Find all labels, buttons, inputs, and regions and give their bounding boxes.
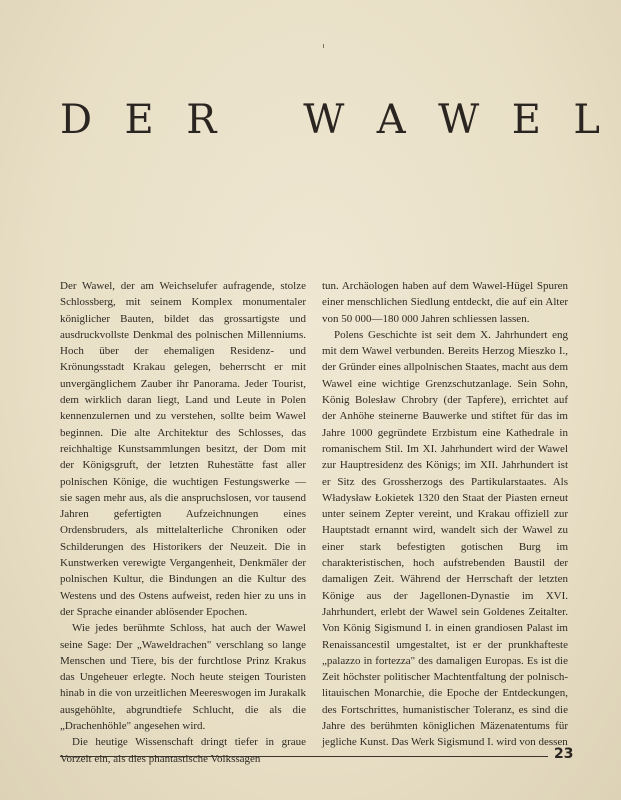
right-text-column — [322, 278, 568, 751]
page-title — [60, 97, 600, 143]
title-letter: W — [438, 96, 480, 143]
page-number: 23 — [554, 746, 574, 762]
paragraph: Polens Geschichte ist seit dem X. Jahrhundert eng mit dem Wawel verbunden. Bereits Herzog Mieszko I., der Gründer eines allpolnischen Staates, macht aus dem Wawel eine wichtige Grenzschutzanlage. Sein Sohn, König Bolesław Chrobry (der Tapfere), errichtet auf der Anhöhe steinerne Bauwerke und stiftet für das im Jahre 1000 gegründete Erzbistum eine Kathedrale in romanischem Stil. Im XI. Jahrhundert wird der Wawel zur Hauptresidenz des Königs; im XII. Jahrhundert ist er Sitz des Grossherzogs des Partikularstaates. Als Władysław Łokietek 1320 den Staat der Piasten erneut unter seinem Zepter vereint, und Krakau offiziell zur Hauptstadt ernannt wird, wandelt sich der Wawel zu einer stark befestigten gotischen Burg im charakteristischen, hoch aufstrebenden Baustil der damaligen Zeit. Während der Herrschaft der letzten Könige aus der Jagellonen-Dynastie im XVI. Jahrhundert, erlebt der Wawel sein Goldenes Zeitalter. Von König Sigismund I. in einen grandiosen Palast im Renaissancestil umgestaltet, ist er der prunkhafteste „palazzo in fortezza" des damaligen Europas. Es ist die Zeit höchster politischer Machtentfaltung der polnisch-litauischen Monarchie, die Epoche der Entdeckungen, des Fortschrittes, humanistischer Toleranz, es sind die Jahre des berühmten königlichen Mäzenatentums für jegliche Kunst. Das Werk Sigismund I. wird von dessen — [322, 328, 568, 749]
title-word-gap — [249, 97, 271, 143]
left-text-column — [60, 278, 306, 767]
title-letter: R — [186, 96, 217, 143]
footer-rule — [60, 756, 548, 757]
page-blemish — [323, 44, 324, 48]
paragraph: Die heutige Wissenschaft dringt tiefer in graue Vorzeit ein, als dies phantastische Volkssagen — [60, 736, 306, 765]
title-letter: A — [376, 96, 406, 143]
title-letter: W — [303, 96, 345, 143]
title-letter: D — [60, 96, 93, 143]
paragraph: Wie jedes berühmte Schloss, hat auch der Wawel seine Sage: Der „Waweldrachen" verschlang so lange Menschen und Tiere, bis der furchtlose Prinz Krakus das Ungeheuer erlegte. Noch heute steigen Touristen hinab in die von urzeitlichen Meereswogen im Jurakalk ausgehöhlte, abgrundtiefe Schlucht, die als die „Drachenhöhle" angesehen wird. — [60, 622, 306, 733]
paragraph: tun. Archäologen haben auf dem Wawel-Hügel Spuren einer menschlichen Siedlung entdeckt, die auf ein Alter von 50 000—180 000 Jahren schliessen lassen. — [322, 280, 568, 325]
paragraph: Der Wawel, der am Weichselufer aufragende, stolze Schlossberg, mit seinem Komplex monumentaler königlicher Bauten, bildet das grossartigste und ausdruckvollste Denkmal des polnischen Millenniums. Hoch über der ehemaligen Residenz- und Krönungsstadt Krakau gelegen, beherrscht er mit unvergänglichem Zauber ihr Panorama. Jeder Tourist, dem wirklich daran liegt, Land und Leute in Polen kennenzulernen und zu verstehen, sollte beim Wawel beginnen. Die alte Architektur des Schlosses, das reichhaltige Kunstsammlungen besitzt, der Dom mit der Königsgruft, der letzten Ruhestätte fast aller polnischen Könige, die wuchtigen Festungswerke — sie sagen mehr aus, als die anspruchslosen, vor tausend Jahren gefertigten Aufzeichnungen eines Ordensbruders, als mittelalterliche Chroniken oder Schilderungen des Historikers der Neuzeit. Die in Kunstwerken verewigte Vergangenheit, Denkmäler der polnischen Kultur, die Bindungen an die Kultur des Westens und des Ostens aufweist, reden hier zu uns in der Sprache einander ablösender Epochen. — [60, 280, 306, 618]
title-letter: E — [511, 96, 541, 143]
title-letter: E — [124, 96, 154, 143]
title-letter: L — [573, 96, 600, 143]
